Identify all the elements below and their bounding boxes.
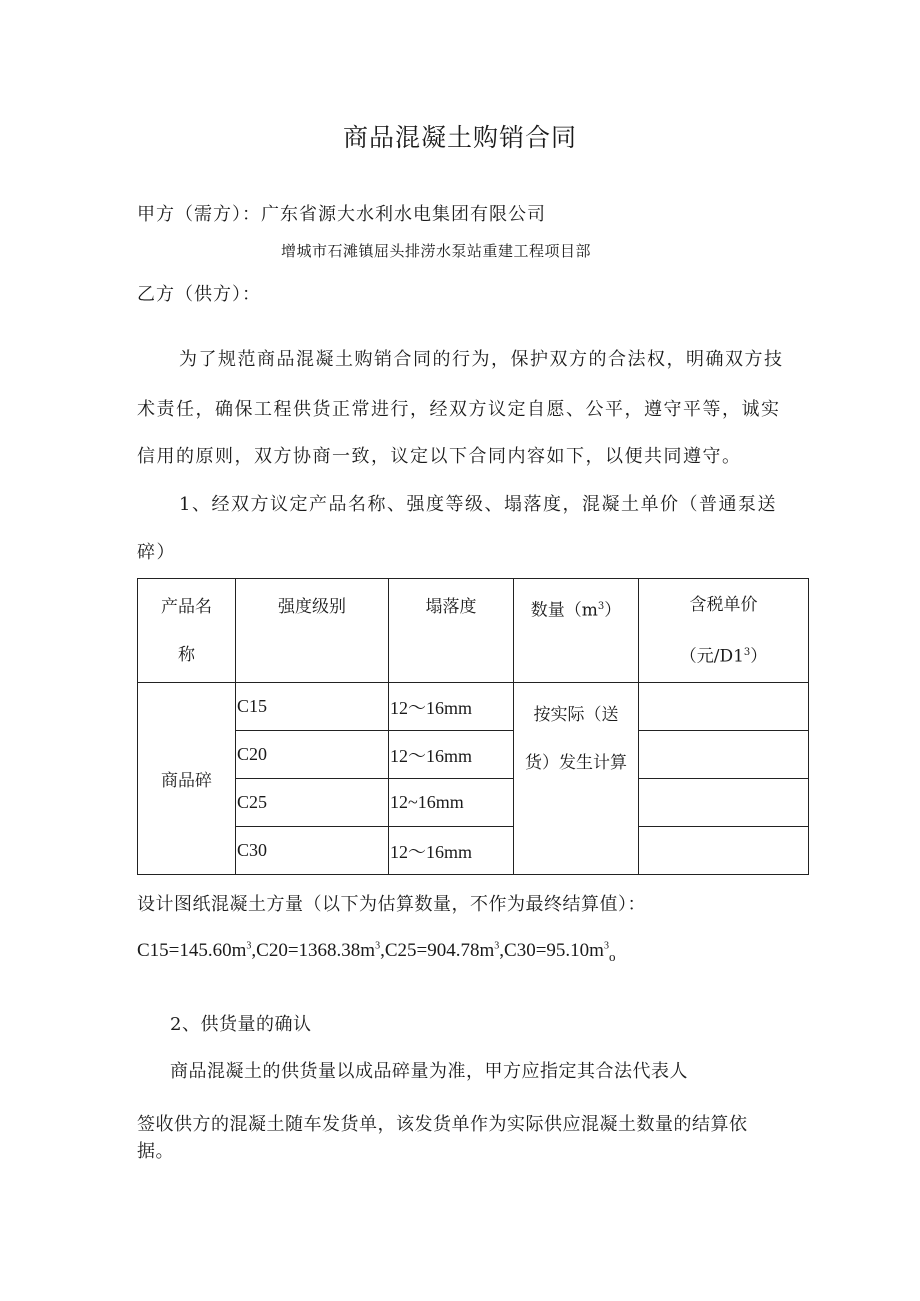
header-grade: 强度级别 bbox=[236, 579, 389, 683]
slump-cell: 12～16mm bbox=[389, 827, 514, 875]
party-a-name: 广东省源大水利水电集团有限公司 bbox=[261, 204, 546, 225]
clause-2-line-2: 签收供方的混凝土随车发货单，该发货单作为实际供应混凝土数量的结算依 bbox=[137, 1114, 748, 1135]
intro-line-2: 术责任，确保工程供货正常进行，经双方议定自愿、公平，遵守平等，诚实 bbox=[137, 399, 781, 420]
page-title: 商品混凝土购销合同 bbox=[342, 123, 577, 152]
design-volume-values: $C15=145.60m^3,C20=1368.38m^3,C25=904.78m^3,C30=95.10m^3_o$ bbox=[137, 940, 616, 964]
grade-cell: C30 bbox=[236, 827, 389, 875]
price-cell bbox=[639, 683, 809, 731]
grade-cell: C25 bbox=[236, 779, 389, 827]
clause-1-line-2: 碎） bbox=[137, 542, 176, 563]
design-volume-label: 设计图纸混凝土方量（以下为估算数量，不作为最终结算值）： bbox=[137, 894, 646, 915]
concrete-spec-table bbox=[137, 578, 809, 875]
party-a-department: 增城市石滩镇屈头排涝水泵站重建工程项目部 bbox=[281, 242, 592, 260]
header-slump: 塌落度 bbox=[389, 579, 514, 683]
product-cell: 商品碎 bbox=[138, 683, 236, 875]
header-unit-price: 含税单价 （元$/D1^3$） bbox=[639, 579, 809, 683]
table-row bbox=[138, 779, 809, 827]
clause-2-line-3: 据。 bbox=[137, 1141, 174, 1162]
slump-cell: 12～16mm bbox=[389, 683, 514, 731]
table-row bbox=[138, 731, 809, 779]
price-cell bbox=[639, 779, 809, 827]
intro-line-1: 为了规范商品混凝土购销合同的行为，保护双方的合法权，明确双方技 bbox=[179, 349, 784, 370]
intro-line-3: 信用的原则，双方协商一致，议定以下合同内容如下，以便共同遵守。 bbox=[137, 446, 742, 467]
table-row bbox=[138, 827, 809, 875]
party-a-label: 甲方（需方）： bbox=[137, 204, 261, 225]
slump-cell: 12~16mm bbox=[389, 779, 514, 827]
party-a bbox=[137, 200, 546, 226]
price-cell bbox=[639, 827, 809, 875]
quantity-note-cell: 按实际（送 货）发生计算 bbox=[514, 683, 639, 875]
table-header-row bbox=[138, 579, 809, 683]
header-product: 产品名 称 bbox=[138, 579, 236, 683]
party-b-label: 乙方（供方）： bbox=[137, 284, 261, 305]
price-cell bbox=[639, 731, 809, 779]
clause-2-heading: 2、供货量的确认 bbox=[170, 1014, 312, 1035]
clause-2-line-1: 商品混凝土的供货量以成品碎量为准，甲方应指定其合法代表人 bbox=[170, 1061, 688, 1082]
table-row bbox=[138, 683, 809, 731]
grade-cell: C15 bbox=[236, 683, 389, 731]
slump-cell: 12～16mm bbox=[389, 731, 514, 779]
header-quantity: 数量$(m^3)$ bbox=[514, 579, 639, 683]
grade-cell: C20 bbox=[236, 731, 389, 779]
clause-1-line-1: 1、经双方议定产品名称、强度等级、塌落度，混凝土单价（普通泵送 bbox=[179, 494, 777, 515]
